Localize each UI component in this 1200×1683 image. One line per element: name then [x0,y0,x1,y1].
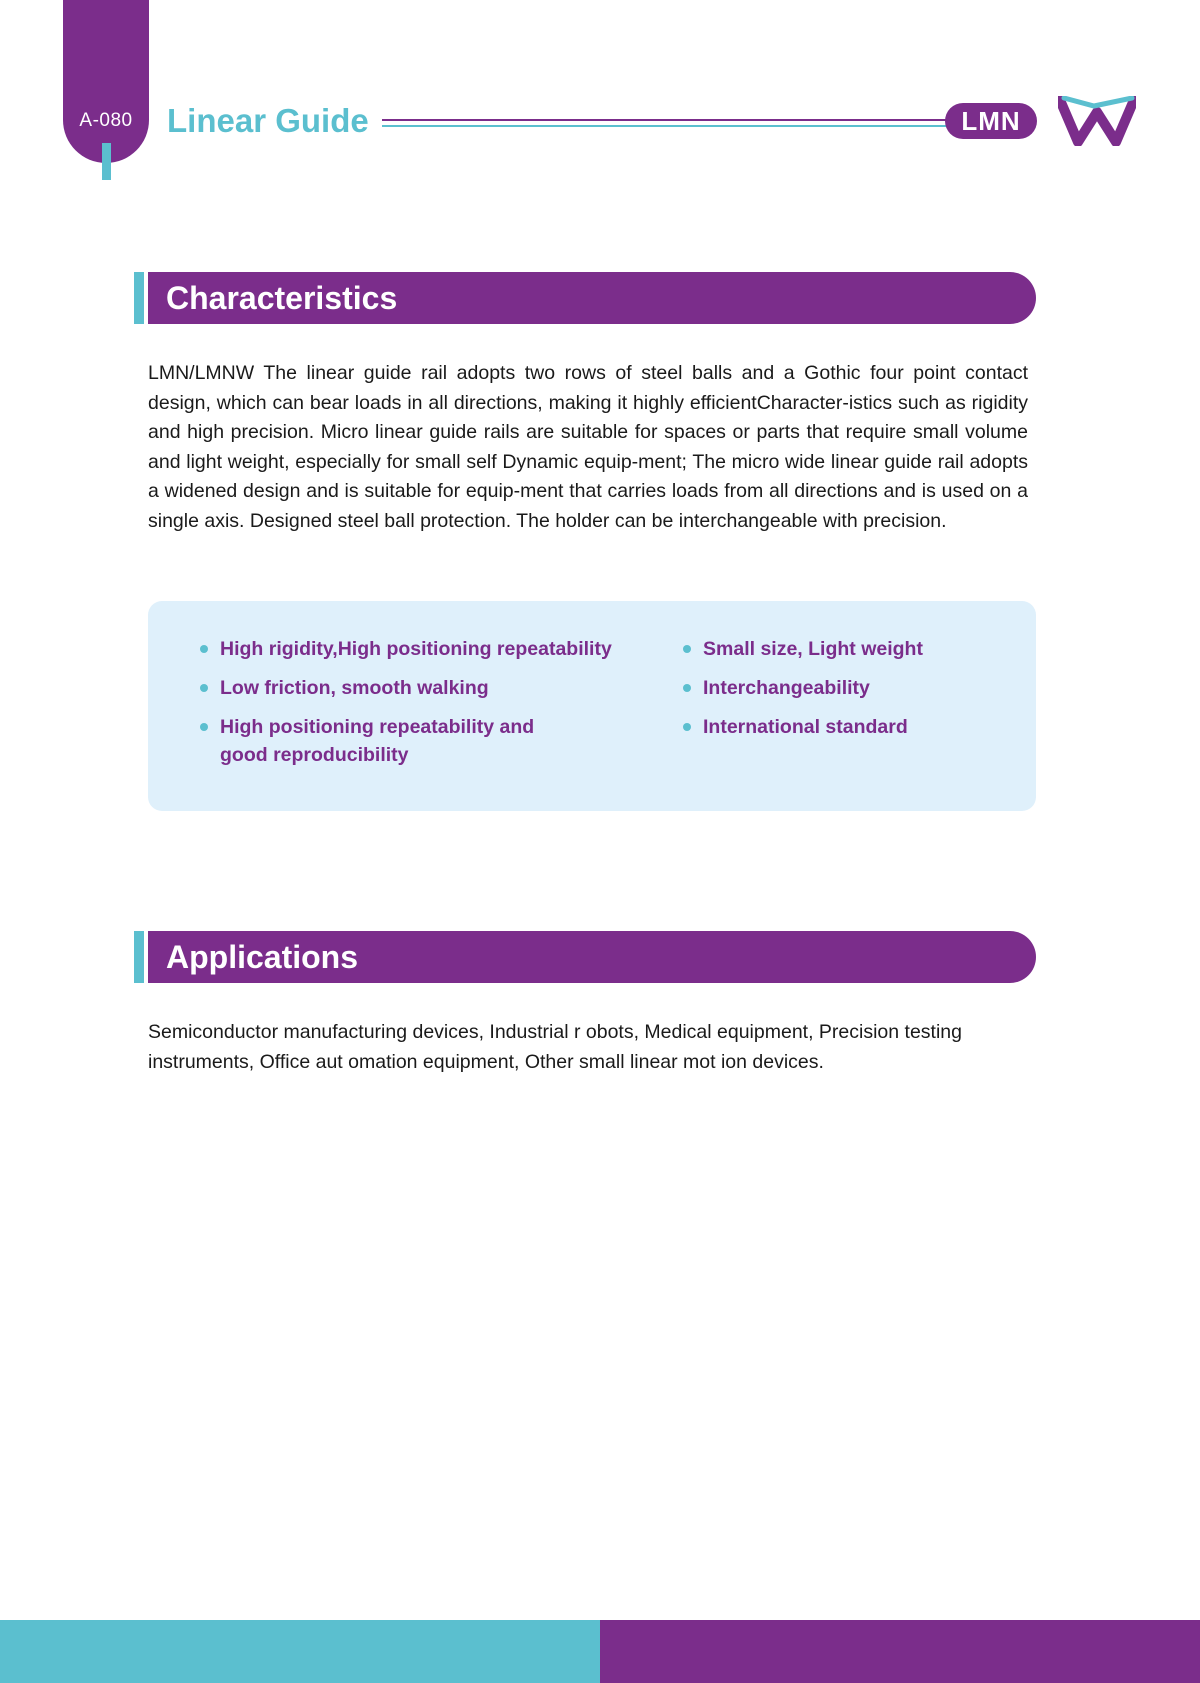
feature-text: Low friction, smooth walking [220,677,489,699]
features-list-right [683,635,1013,752]
characteristics-text: LMN/LMNW The linear guide rail adopts two rows of steel balls and a Gothic four point contact design, which can bear loads in all directions, making it highly efficientCharacter-istics such as rigidity and high precision. Micro linear guide rails are suitable for spaces or parts that require small volume and light weight, especially for small self Dynamic equip-ment; The micro wide linear guide rail adopts a widened design and is suitable for equip-ment that carries loads from all directions and is used on a single axis. Designed steel ball protection. The holder can be interchangeable with precision. [148,362,1028,532]
header-rule-cyan [382,125,952,127]
page-title: Linear Guide [167,102,369,139]
feature-text: Interchangeability [703,677,870,699]
page-code: A-080 [79,110,133,131]
features-list-left [200,635,650,780]
footer-band-purple [600,1620,1200,1683]
feature-item [683,674,1013,702]
feature-item [200,635,650,663]
header-rule-purple [382,119,952,121]
applications-heading: Applications [166,939,359,975]
page-tab-stem [102,143,111,180]
characteristics-heading: Characteristics [166,280,398,316]
feature-text: Small size, Light weight [703,638,923,660]
feature-text: International standard [703,716,908,738]
feature-text: High positioning repeatability and good reproducibility [220,716,535,766]
bullet-dot-icon [683,684,691,692]
feature-item [200,674,650,702]
heading-accent [134,931,144,983]
feature-item [683,635,1013,663]
page-tab [63,0,149,163]
applications-text: Semiconductor manufacturing devices, Industrial r obots, Medical equipment, Precision testing instruments, Office aut omation equipment, Other small linear mot ion devices. [148,1021,962,1073]
feature-item [683,713,1013,741]
footer-band-cyan [0,1620,600,1683]
features-panel [148,601,1036,811]
bullet-dot-icon [200,723,208,731]
bullet-dot-icon [683,645,691,653]
heading-accent [134,272,144,324]
applications-heading-bar [134,931,1036,983]
characteristics-heading-bar [134,272,1036,324]
feature-item [200,713,580,769]
feature-text: High rigidity,High positioning repeatability [220,638,612,660]
bullet-dot-icon [200,645,208,653]
bullet-dot-icon [683,723,691,731]
w-logo-icon [1058,96,1136,146]
bullet-dot-icon [200,684,208,692]
model-badge: LMN [945,103,1037,139]
